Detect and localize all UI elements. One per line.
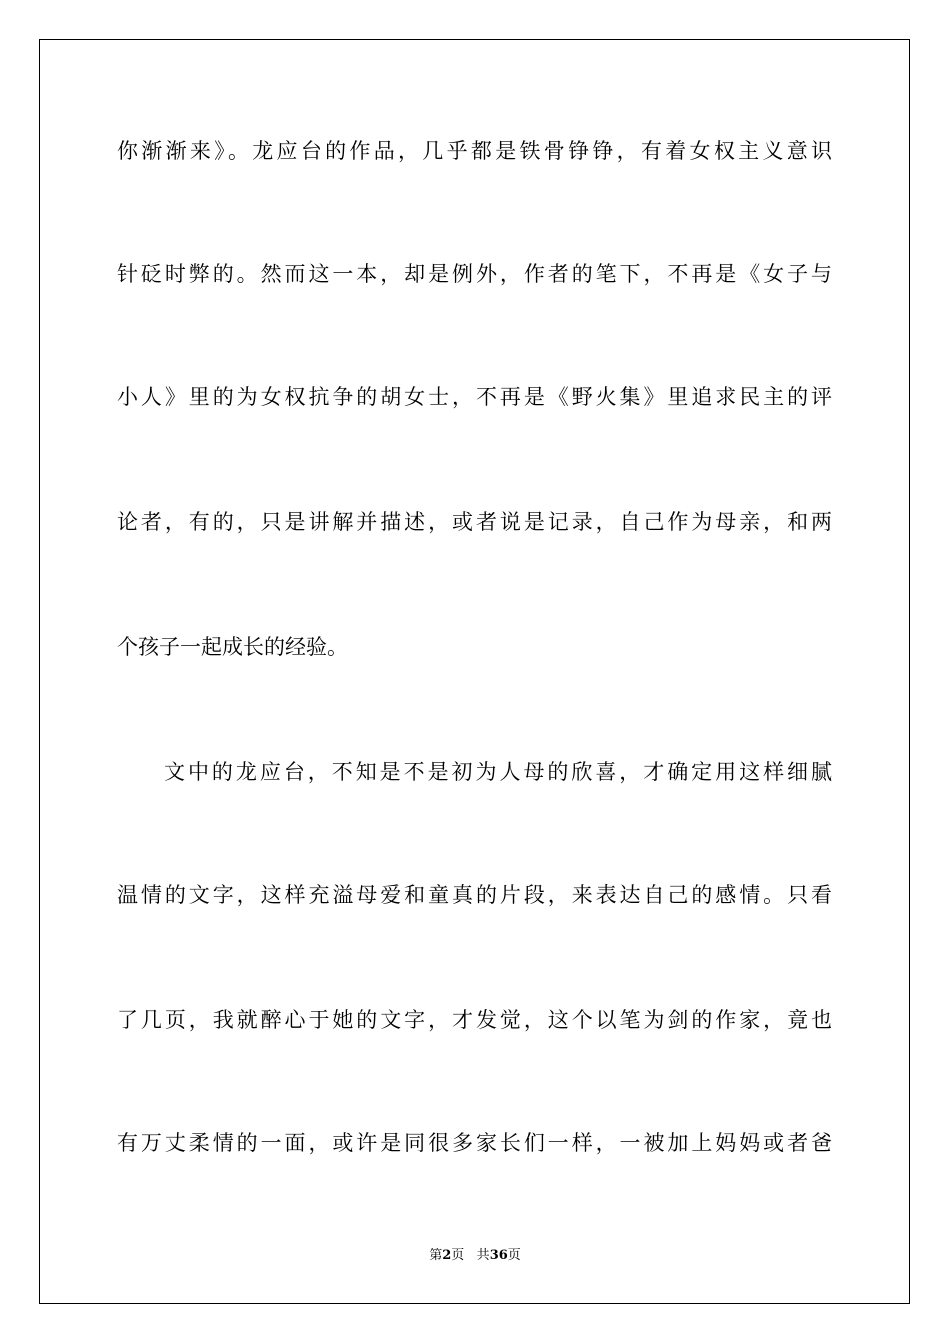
total-suffix: 页 [507,1248,521,1263]
text-line: 论者，有的，只是讲解并描述，或者说是记录，自己作为母亲，和两 [117,510,832,534]
page-prefix: 第 [429,1248,443,1263]
text-line: 小人》里的为女权抗争的胡女士，不再是《野火集》里追求民主的评 [117,385,832,409]
text-line: 温情的文字，这样充溢母爱和童真的片段，来表达自己的感情。只看 [117,883,832,907]
text-line: 针砭时弊的。然而这一本，却是例外，作者的笔下，不再是《女子与 [117,262,832,286]
text-line: 个孩子一起成长的经验。 [117,635,348,659]
text-line: 有万丈柔情的一面，或许是同很多家长们一样，一被加上妈妈或者爸 [117,1131,832,1155]
total-prefix: 共 [476,1248,490,1263]
page-footer [0,1247,950,1265]
page-number: 2 [442,1248,452,1263]
total-pages: 36 [489,1248,508,1263]
text-line: 文中的龙应台，不知是不是初为人母的欣喜，才确定用这样细腻 [164,760,832,784]
page-border [39,39,910,1304]
page-suffix: 页 [451,1248,465,1263]
text-line: 了几页，我就醉心于她的文字，才发觉，这个以笔为剑的作家，竟也 [117,1008,832,1032]
text-line: 你渐渐来》。龙应台的作品，几乎都是铁骨铮铮，有着女权主义意识 [117,139,832,163]
